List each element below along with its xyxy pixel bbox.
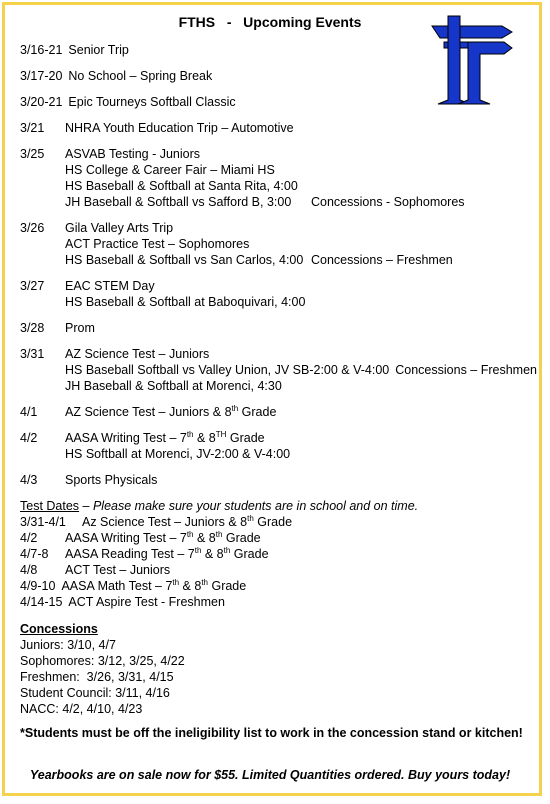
event-line — [65, 472, 157, 488]
concessions-row: Juniors: 3/10, 4/7 — [20, 638, 116, 652]
test-date: 4/2 — [20, 531, 38, 545]
text-segment: & 8 — [193, 531, 216, 545]
test-date: 3/31-4/1 — [20, 515, 66, 529]
event-line — [68, 94, 235, 110]
test-name — [61, 578, 246, 594]
event-item — [20, 430, 535, 462]
test-date-row — [20, 578, 535, 594]
ordinal-suffix: th — [172, 577, 180, 587]
ordinal-suffix: th — [247, 513, 254, 523]
event-details — [65, 120, 294, 136]
test-date: 4/8 — [20, 563, 38, 577]
text-segment: & 8 — [201, 547, 224, 561]
event-line — [65, 120, 294, 136]
ordinal-suffix: th — [194, 545, 202, 555]
text-segment: HS Baseball & Softball at Baboquivari, 4:00 — [65, 295, 306, 309]
concessions-assignment: Concessions – Freshmen — [311, 253, 453, 267]
text-segment: AASA Writing Test – 7 — [65, 431, 187, 445]
event-text: JH Baseball & Softball vs Safford B, 3:00 — [65, 195, 292, 209]
event-details — [65, 146, 465, 210]
title-school: FTHS — [178, 14, 216, 30]
text-segment: Sports Physicals — [65, 473, 158, 487]
test-name — [65, 546, 269, 562]
text-segment: NHRA Youth Education Trip – Automotive — [65, 121, 294, 135]
title-separator: - — [226, 14, 232, 30]
text-segment: ACT Practice Test – Sophomores — [65, 237, 250, 251]
text-segment: HS College & Career Fair – Miami HS — [65, 163, 275, 177]
event-details — [68, 94, 235, 110]
event-line — [65, 178, 465, 194]
event-item — [20, 120, 535, 136]
concessions-row: Freshmen: 3/26, 3/31, 4/15 — [20, 670, 174, 684]
yearbook-notice: Yearbooks are on sale now for $55. Limited Quantities ordered. Buy yours today! — [29, 768, 511, 782]
events-content — [20, 42, 535, 741]
text-segment: AZ Science Test – Juniors & 8 — [65, 405, 232, 419]
event-item — [20, 278, 535, 310]
event-line — [65, 278, 305, 294]
event-text: HS Baseball & Softball vs San Carlos, 4:00 — [65, 253, 304, 267]
text-segment: & 8 — [179, 579, 202, 593]
text-segment: ACT Aspire Test - Freshmen — [68, 595, 225, 609]
ordinal-suffix: th — [186, 529, 194, 539]
event-line — [65, 194, 465, 210]
text-segment: Az Science Test – Juniors & 8 — [82, 515, 248, 529]
test-date-row — [20, 514, 535, 530]
concessions-row: Student Council: 3/11, 4/16 — [20, 686, 170, 700]
text-segment: HS Baseball & Softball at Santa Rita, 4:00 — [65, 179, 298, 193]
event-line — [68, 68, 212, 84]
text-segment: Grade — [222, 531, 261, 545]
text-segment: Grade — [230, 547, 269, 561]
concessions-heading: Concessions — [20, 622, 98, 636]
test-date: 4/9-10 — [20, 579, 56, 593]
event-line — [65, 294, 305, 310]
event-line — [65, 346, 537, 362]
event-date: 3/31 — [20, 347, 45, 361]
event-details — [65, 278, 305, 310]
event-date: 4/1 — [20, 405, 38, 419]
event-date: 3/20-21 — [20, 95, 63, 109]
event-item — [20, 404, 535, 420]
text-segment: AZ Science Test – Juniors — [65, 347, 210, 361]
event-date: 3/26 — [20, 221, 45, 235]
event-line — [65, 362, 537, 378]
text-segment: No School – Spring Break — [68, 69, 213, 83]
event-line — [65, 446, 290, 462]
event-details — [65, 430, 290, 462]
event-line — [68, 42, 128, 58]
event-date: 3/27 — [20, 279, 45, 293]
event-line — [65, 378, 537, 394]
eligibility-note: *Students must be off the ineligibility list to work in the concession stand or kitchen! — [20, 726, 523, 740]
event-item — [20, 68, 535, 84]
event-item — [20, 472, 535, 488]
event-details — [65, 346, 537, 394]
event-date: 4/3 — [20, 473, 38, 487]
test-date-row — [20, 546, 535, 562]
text-segment: & 8 — [193, 431, 216, 445]
text-segment: Grade — [238, 405, 277, 419]
event-item — [20, 346, 535, 394]
test-date-row — [20, 530, 535, 546]
text-segment: ACT Test – Juniors — [65, 563, 171, 577]
test-dates-heading — [20, 498, 535, 514]
event-item — [20, 220, 535, 268]
text-segment: Grade — [208, 579, 247, 593]
event-item — [20, 94, 535, 110]
event-line — [65, 220, 453, 236]
test-name — [82, 514, 292, 530]
ordinal-suffix: th — [231, 403, 239, 413]
text-segment: JH Baseball & Softball at Morenci, 4:30 — [65, 379, 282, 393]
event-date: 3/21 — [20, 121, 45, 135]
event-item — [20, 42, 535, 58]
concessions-assignment: Concessions - Sophomores — [311, 195, 465, 209]
text-segment: Prom — [65, 321, 95, 335]
test-date: 4/7-8 — [20, 547, 49, 561]
event-line — [65, 404, 276, 420]
event-details — [68, 42, 128, 58]
event-text: HS Baseball Softball vs Valley Union, JV SB-2:00 & V-4:00 — [65, 363, 390, 377]
ordinal-suffix: th — [215, 529, 223, 539]
event-line — [65, 236, 453, 252]
test-date: 4/14-15 — [20, 595, 63, 609]
test-name — [65, 530, 261, 546]
event-details — [68, 68, 212, 84]
text-segment: AASA Writing Test – 7 — [65, 531, 187, 545]
concessions-row: NACC: 4/2, 4/10, 4/23 — [20, 702, 143, 716]
test-date-row — [20, 594, 535, 610]
event-details — [65, 320, 95, 336]
concessions-assignment: Concessions – Freshmen — [395, 363, 537, 377]
text-segment: AASA Math Test – 7 — [61, 579, 173, 593]
event-date: 4/2 — [20, 431, 38, 445]
event-details — [65, 472, 157, 488]
event-line — [65, 162, 465, 178]
text-segment: HS Softball at Morenci, JV-2:00 & V-4:00 — [65, 447, 291, 461]
test-name — [65, 562, 170, 578]
event-details — [65, 404, 276, 420]
text-segment: Senior Trip — [68, 43, 129, 57]
test-date-row — [20, 562, 535, 578]
event-details — [65, 220, 453, 268]
event-line — [65, 252, 453, 268]
event-date: 3/17-20 — [20, 69, 63, 83]
event-item — [20, 146, 535, 210]
text-segment: Gila Valley Arts Trip — [65, 221, 174, 235]
test-dates-title: Test Dates — [20, 499, 80, 513]
event-date: 3/25 — [20, 147, 45, 161]
event-date: 3/28 — [20, 321, 45, 335]
event-line — [65, 320, 95, 336]
title-text: Upcoming Events — [243, 14, 362, 30]
ordinal-suffix: th — [186, 429, 194, 439]
text-segment: Grade — [226, 431, 265, 445]
text-segment: AASA Reading Test – 7 — [65, 547, 195, 561]
text-segment: EAC STEM Day — [65, 279, 155, 293]
concessions-row: Sophomores: 3/12, 3/25, 4/22 — [20, 654, 185, 668]
ordinal-suffix: th — [223, 545, 231, 555]
ordinal-suffix: TH — [215, 429, 227, 439]
event-line — [65, 146, 465, 162]
event-date: 3/16-21 — [20, 43, 63, 57]
text-segment: Epic Tourneys Softball Classic — [68, 95, 236, 109]
ordinal-suffix: th — [201, 577, 208, 587]
event-item — [20, 320, 535, 336]
test-name — [68, 594, 225, 610]
test-dates-instruction: – Please make sure your students are in school and on time. — [79, 499, 419, 513]
text-segment: Grade — [253, 515, 293, 529]
event-line — [65, 430, 290, 446]
text-segment: ASVAB Testing - Juniors — [65, 147, 201, 161]
